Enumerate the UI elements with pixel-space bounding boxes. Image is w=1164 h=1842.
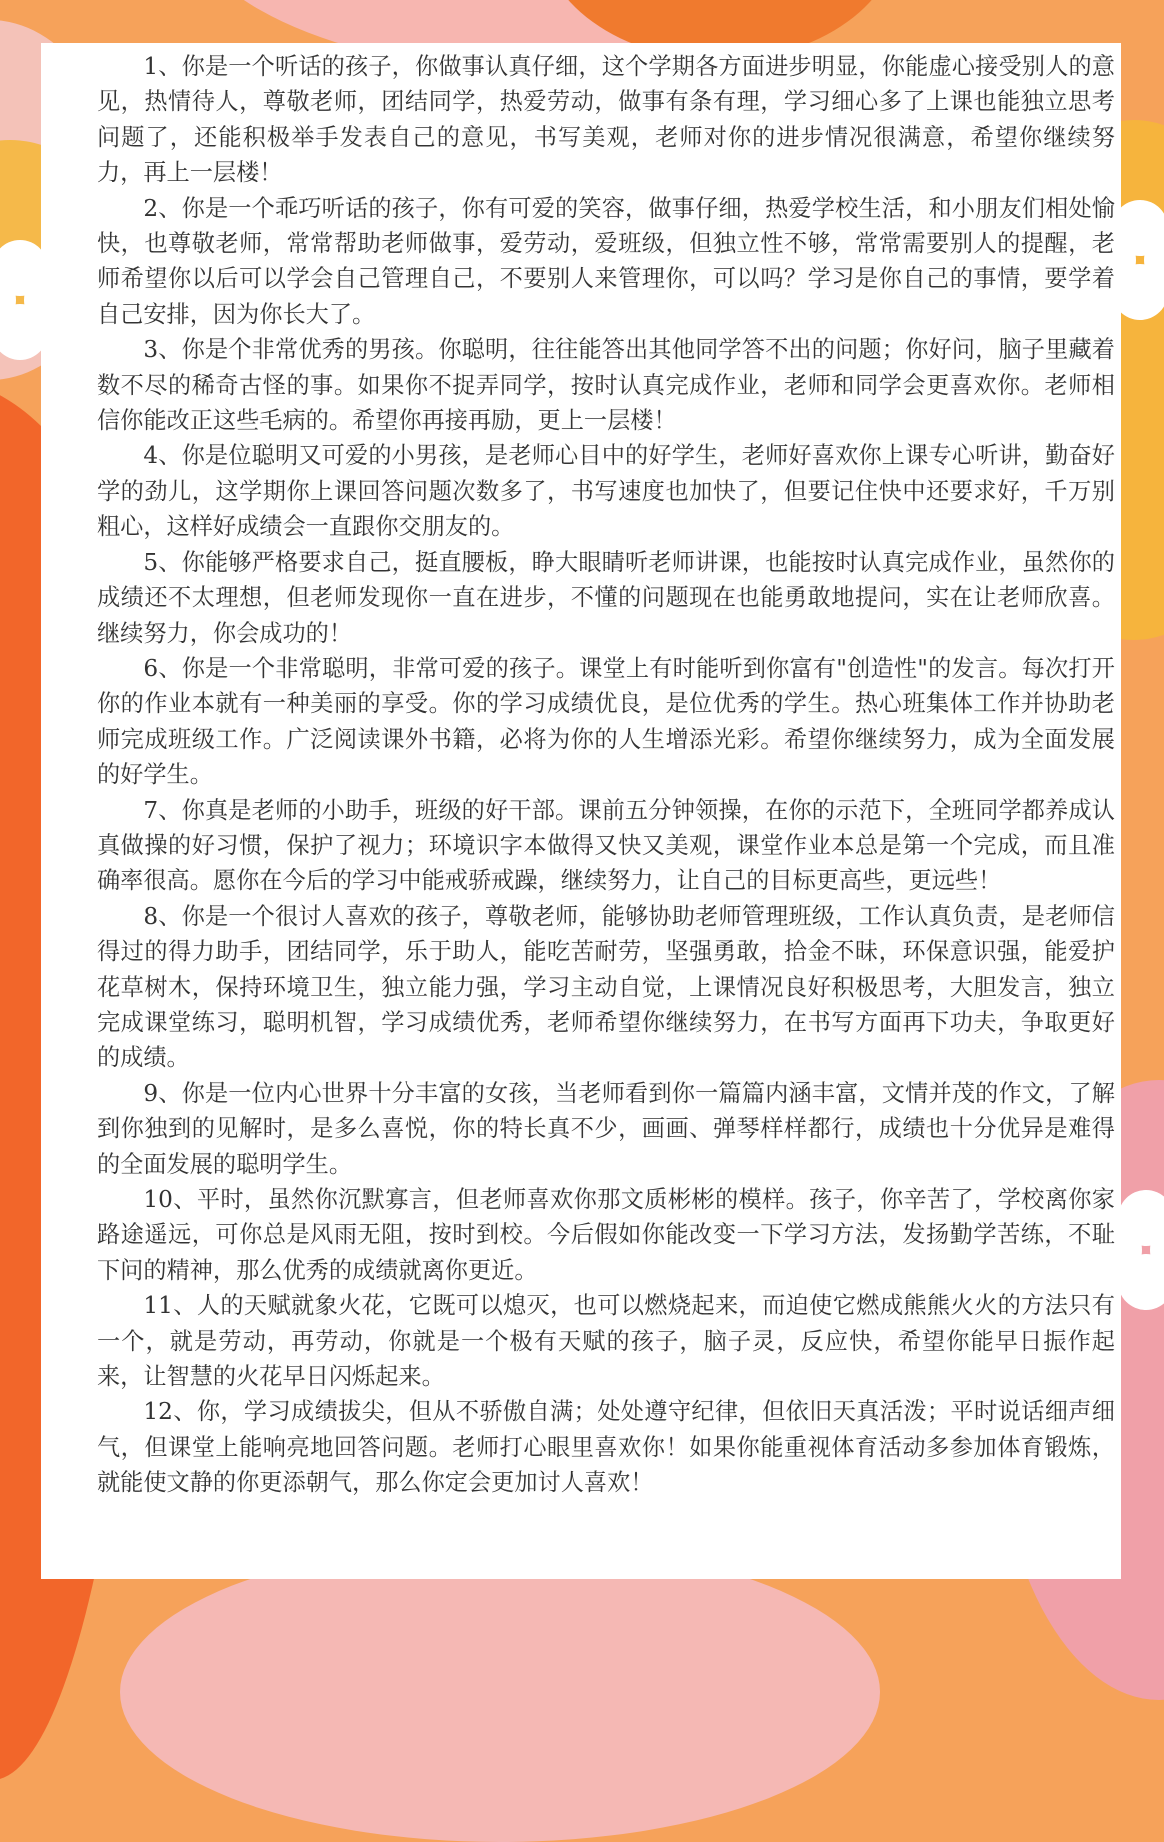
paragraph-10: 10、平时，虽然你沉默寡言，但老师喜欢你那文质彬彬的模样。孩子，你辛苦了，学校离你家路途遥远，可你总是风雨无阻，按时到校。今后假如你能改变一下学习方法，发扬勤学苦练，不耻下问的精神，那么优秀的成绩就离你更近。 bbox=[97, 1186, 1115, 1284]
paragraph-4: 4、你是位聪明又可爱的小男孩，是老师心目中的好学生，老师好喜欢你上课专心听讲，勤奋好学的劲儿，这学期你上课回答问题次数多了，书写速度也加快了，但要记住快中还要求好，千万别粗心，这样好成绩会一直跟你交朋友的。 bbox=[97, 442, 1115, 541]
background-shape-pink-bottom bbox=[120, 1542, 880, 1842]
paragraph-11: 11、人的天赋就象火花，它既可以熄灭，也可以燃烧起来，而迫使它燃成熊熊火火的方法只有一个，就是劳动，再劳动，你就是一个极有天赋的孩子，脑子灵，反应快，希望你能早日振作起来，让智慧的火花早日闪烁起来。 bbox=[97, 1292, 1115, 1391]
paragraph-1: 1、你是一个听话的孩子，你做事认真仔细，这个学期各方面进步明显，你能虚心接受别人的意见，热情待人，尊敬老师，团结同学，热爱劳动，做事有条有理，学习细心多了上课也能独立思考问题了，还能积极举手发表自己的意见，书写美观，老师对你的进步情况很满意，希望你继续努力，再上一层楼！ bbox=[97, 53, 1115, 187]
paragraph-7: 7、你真是老师的小助手，班级的好干部。课前五分钟领操，在你的示范下，全班同学都养成认真做操的好习惯，保护了视力；环境识字本做得又快又美观，课堂作业本总是第一个完成，而且准确率很高。愿你在今后的学习中能戒骄戒躁，继续努力，让自己的目标更高些，更远些！ bbox=[97, 796, 1115, 895]
paragraph-5: 5、你能够严格要求自己，挺直腰板，睁大眼睛听老师讲课，也能按时认真完成作业，虽然你的成绩还不太理想，但老师发现你一直在进步，不懂的问题现在也能勇敢地提问，实在让老师欣喜。继续努力，你会成功的！ bbox=[97, 548, 1115, 647]
paragraph-2: 2、你是一个乖巧听话的孩子，你有可爱的笑容，做事仔细，热爱学校生活，和小朋友们相处愉快，也尊敬老师，常常帮助老师做事，爱劳动，爱班级，但独立性不够，常常需要别人的提醒，老师希望你以后可以学会自己管理自己，不要别人来管理你，可以吗？学习是你自己的事情，要学着自己安排，因为你长大了。 bbox=[97, 194, 1115, 328]
paragraph-3: 3、你是个非常优秀的男孩。你聪明，往往能答出其他同学答不出的问题；你好问，脑子里藏着数不尽的稀奇古怪的事。如果你不捉弄同学，按时认真完成作业，老师和同学会更喜欢你。老师相信你能改正这些毛病的。希望你再接再励，更上一层楼！ bbox=[97, 336, 1115, 435]
paragraph-12: 12、你，学习成绩拔尖，但从不骄傲自满；处处遵守纪律，但依旧天真活泼；平时说话细声细气，但课堂上能响亮地回答问题。老师打心眼里喜欢你！如果你能重视体育活动多参加体育锻炼，就能使文静的你更添朝气，那么你定会更加讨人喜欢！ bbox=[97, 1398, 1115, 1497]
document-body bbox=[97, 49, 1115, 1501]
paragraph-8: 8、你是一个很讨人喜欢的孩子，尊敬老师，能够协助老师管理班级，工作认真负责，是老师信得过的得力助手，团结同学，乐于助人，能吃苦耐劳，坚强勇敢，拾金不昧，环保意识强，能爱护花草树木，保持环境卫生，独立能力强，学习主动自觉，上课情况良好积极思考，大胆发言，独立完成课堂练习，聪明机智，学习成绩优秀，老师希望你继续努力，在书写方面再下功夫，争取更好的成绩。 bbox=[97, 902, 1115, 1072]
paragraph-9: 9、你是一位内心世界十分丰富的女孩，当老师看到你一篇篇内涵丰富，文情并茂的作文，了解到你独到的见解时，是多么喜悦，你的特长真不少，画画、弹琴样样都行，成绩也十分优异是难得的全面发展的聪明学生。 bbox=[97, 1079, 1115, 1178]
paragraph-6: 6、你是一个非常聪明，非常可爱的孩子。课堂上有时能听到你富有"创造性"的发言。每次打开你的作业本就有一种美丽的享受。你的学习成绩优良，是位优秀的学生。热心班集体工作并协助老师完成班级工作。广泛阅读课外书籍，必将为你的人生增添光彩。希望你继续努力，成为全面发展的好学生。 bbox=[97, 654, 1115, 789]
document-page bbox=[41, 43, 1121, 1579]
